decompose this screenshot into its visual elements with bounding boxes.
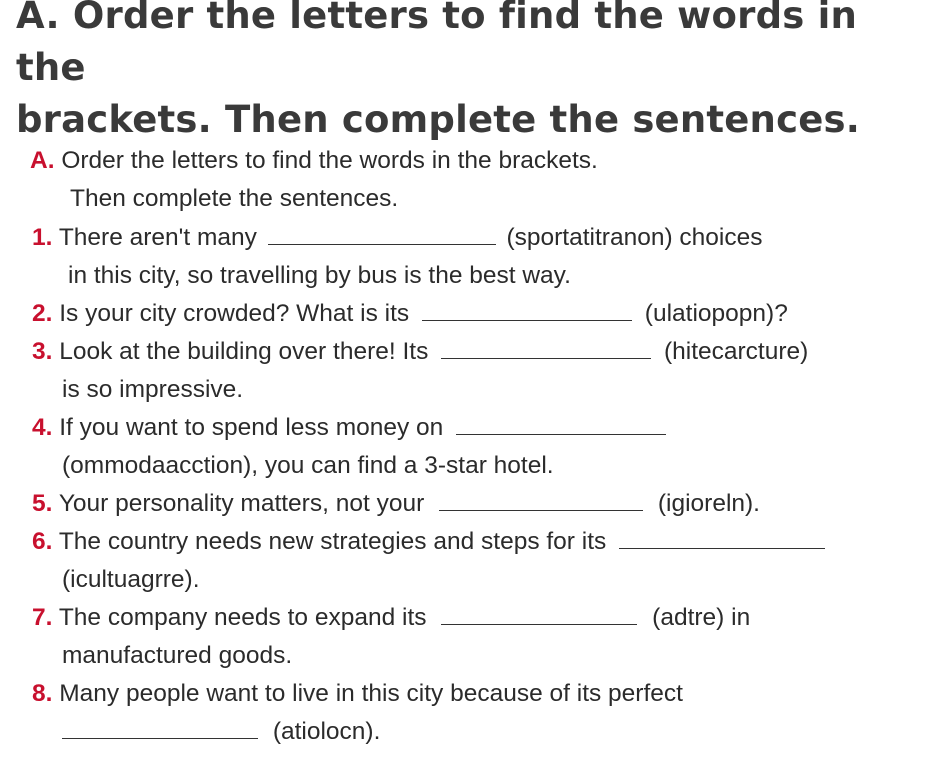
item-6-continuation: (icultuagrre).	[62, 566, 200, 593]
section-marker: A.	[30, 147, 55, 174]
answer-blank-2[interactable]	[422, 300, 632, 321]
answer-blank-3[interactable]	[441, 338, 651, 359]
item-8	[32, 679, 683, 709]
instruction-line-2: Then complete the sentences.	[70, 185, 399, 212]
item-text: (hitecarcture)	[663, 338, 809, 365]
item-number: 5.	[32, 490, 53, 517]
answer-blank-8[interactable]	[62, 718, 258, 739]
item-number: 4.	[32, 414, 53, 441]
item-number: 7.	[32, 604, 53, 631]
item-text: (ulatiopopn)?	[644, 300, 788, 327]
item-4-continuation: (ommodaacction), you can find a 3-star hotel.	[62, 452, 554, 479]
page-title	[16, 0, 921, 146]
item-7-continuation: manufactured goods.	[62, 642, 293, 669]
item-number: 2.	[32, 300, 53, 327]
item-6	[32, 527, 825, 557]
page-title-line-2: brackets. Then complete the sentences.	[16, 98, 861, 141]
item-1-continuation: in this city, so travelling by bus is the best way.	[68, 262, 571, 289]
item-text: (atiolocn).	[272, 718, 381, 745]
item-3-continuation: is so impressive.	[62, 376, 244, 403]
instruction-text: Order the letters to find the words in the brackets.	[61, 147, 598, 174]
answer-blank-4[interactable]	[456, 414, 666, 435]
item-text: If you want to spend less money on	[59, 414, 444, 441]
item-1	[32, 223, 763, 253]
item-text: The company needs to expand its	[58, 604, 427, 631]
answer-blank-7[interactable]	[441, 604, 637, 625]
item-8-continuation	[62, 717, 380, 747]
item-text: Many people want to live in this city because of its perfect	[59, 680, 683, 707]
item-number: 3.	[32, 338, 53, 365]
item-text: Your personality matters, not your	[58, 490, 425, 517]
item-5	[32, 489, 760, 519]
page-title-line-1: A. Order the letters to find the words in the	[16, 0, 858, 89]
item-3	[32, 337, 808, 367]
item-7	[32, 603, 750, 633]
item-text: (sportatitranon) choices	[506, 224, 763, 251]
item-number: 8.	[32, 680, 53, 707]
item-text: The country needs new strategies and steps for its	[58, 528, 607, 555]
item-number: 6.	[32, 528, 53, 555]
item-text: (adtre) in	[652, 604, 751, 631]
item-4	[32, 413, 666, 443]
item-text: Is your city crowded? What is its	[59, 300, 410, 327]
answer-blank-6[interactable]	[619, 528, 825, 549]
item-text: (igioreln).	[657, 490, 760, 517]
item-text: Look at the building over there! Its	[59, 338, 429, 365]
instruction-line-1	[30, 146, 598, 176]
answer-blank-1[interactable]	[268, 224, 496, 245]
item-text: There aren't many	[58, 224, 257, 251]
item-2	[32, 299, 788, 329]
item-number: 1.	[32, 224, 53, 251]
answer-blank-5[interactable]	[439, 490, 643, 511]
